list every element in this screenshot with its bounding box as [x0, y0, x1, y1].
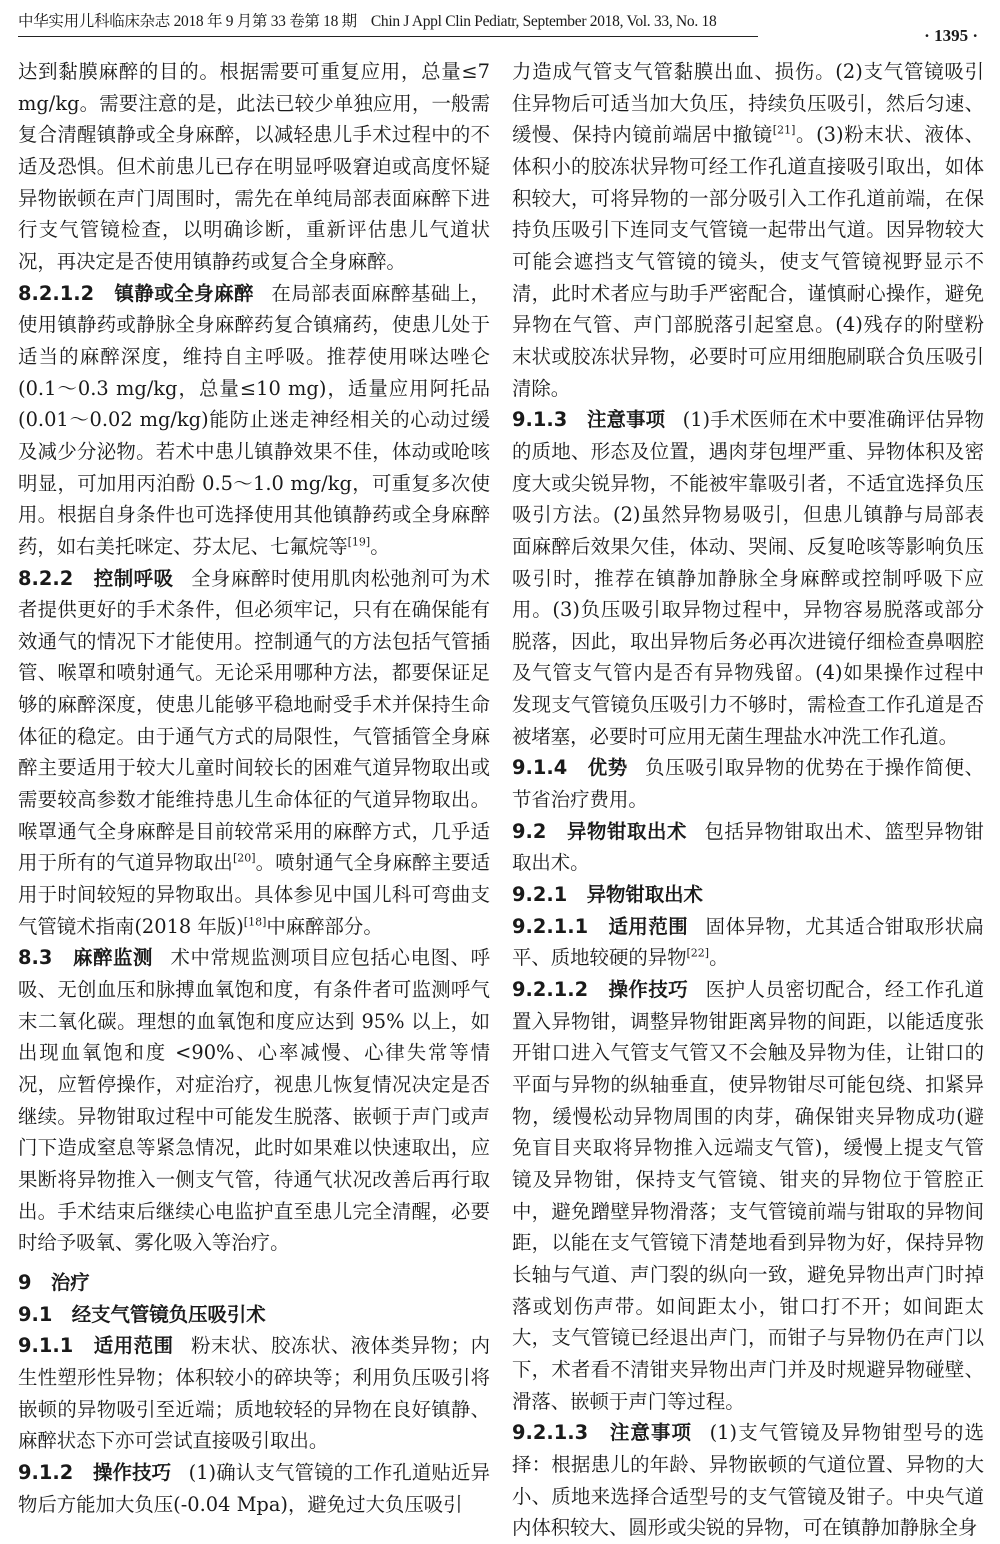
paragraph-text: 中麻醉部分。 — [266, 914, 383, 938]
paragraph — [512, 56, 984, 404]
section-9-2 — [512, 816, 984, 879]
paragraph-text: 负压吸引取异物的优势在于操作简便、节省治疗费用。 — [512, 756, 984, 812]
journal-title-en: Chin J Appl Clin Pediatr, September 2018, Vol. 33, No. 18 — [370, 13, 717, 30]
section-heading: 8.3 麻醉监测 — [18, 946, 154, 970]
paragraph-text: (1)支气管镜及异物钳型号的选择：根据患儿的年龄、异物嵌顿的气道位置、异物的大小、质地来选择合适型号的支气管镜及钳子。中央气道内体积较大、圆形或尖锐的异物，可在镇静加静脉全身 — [512, 1421, 984, 1540]
section-heading: 9.2.1.2 操作技巧 — [512, 978, 689, 1002]
section-heading: 9.1.4 优势 — [512, 756, 628, 780]
paragraph: 达到黏膜麻醉的目的。根据需要可重复应用，总量≤7 mg/kg。需要注意的是，此法已较少单独应用，一般需复合清醒镇静或全身麻醉，以减轻患儿手术过程中的不适及恐惧。但术前患儿已存在明显呼吸窘迫或高度怀疑异物嵌顿在声门周围时，需先在单纯局部表面麻醉下进行支气管镜检查，以明确诊断，重新评估患儿气道状况，再决定是否使用镇静药或复合全身麻醉。 — [18, 60, 490, 273]
paragraph-text: 术中常规监测项目应包括心电图、呼吸、无创血压和脉搏血氧饱和度，有条件者可监测呼气末二氧化碳。理想的血氧饱和度应达到 95% 以上，如出现血氧饱和度 <90%、心率减慢、心律失常等情况，应暂停操作，对症治疗，视患儿恢复情况决定是否继续。异物钳取过程中可能发生脱落、嵌顿于声门或声门下造成窒息等紧急情况，此时如果难以快速取出，应果断将异物推入一侧支气管，待通气状况改善后再行取出。手术结束后继续心电监护直至患儿完全清醒，必要时给予吸氧、雾化吸入等治疗。 — [18, 946, 490, 1255]
paragraph-text: 医护人员密切配合，经工作孔道置入异物钳，调整异物钳距离异物的间距，以能适度张开钳口进入气管支气管又不会触及异物为佳，让钳口的平面与异物的纵轴垂直，使异物钳尽可能包绕、扣紧异物，缓慢松动异物周围的肉芽，确保钳夹异物成功(避免盲目夹取将异物推入远端支气管)，缓慢上提支气管镜及异物钳，保持支气管镜、钳夹的异物位于管腔正中，避免蹭壁异物滑落；支气管镜前端与钳取的异物间距，以能在支气管镜下清楚地看到异物为好，保持异物长轴与气道、声门裂的纵向一致，避免异物出声门时掉落或划伤声带。如间距太小，钳口打不开；如间距太大，支气管镜已经退出声门，而钳子与异物仍在声门以下，术者看不清钳夹异物出声门并及时规避异物碰壁、滑落、嵌顿于声门等过程。 — [512, 978, 984, 1413]
paragraph-text: 粉末状、胶冻状、液体类异物；内生性塑形性异物；体积较小的碎块等；利用负压吸引将嵌顿的异物吸引至近端；质地较轻的异物在良好镇静、麻醉状态下亦可尝试直接吸引取出。 — [18, 1334, 490, 1453]
paragraph-text: 。(3)粉末状、液体、体积小的胶冻状异物可经工作孔道直接吸引取出，如体积较大，可将异物的一部分吸引入工作孔道前端，在保持负压吸引下连同支气管镜一起带出气道。因异物较大可能会遮挡支气管镜的镜头，使支气管镜视野显示不清，此时术者应与助手严密配合，谨慎耐心操作，避免异物在气管、声门部脱落引起窒息。(4)残存的附壁粉末状或胶冻状异物，必要时可应用细胞刷联合负压吸引清除。 — [512, 123, 985, 400]
section-heading: 9.2.1.3 注意事项 — [512, 1421, 693, 1445]
journal-title-cn: 中华实用儿科临床杂志 2018 年 9 月第 33 卷第 18 期 — [18, 13, 357, 30]
paragraph-text: 。 — [709, 946, 729, 970]
paragraph-text: 包括异物钳取出术、篮型异物钳取出术。 — [512, 819, 984, 875]
left-column — [18, 56, 490, 1520]
section-heading: 9.1.2 操作技巧 — [18, 1460, 172, 1484]
section-9-1-2 — [18, 1457, 490, 1520]
paragraph-text: 全身麻醉时使用肌肉松弛剂可为术者提供更好的手术条件，但必须牢记，只有在确保能有效通气的情况下才能使用。控制通气的方法包括气管插管、喉罩和喷射通气。无论采用哪种方法，都要保证足够的麻醉深度，使患儿能够平稳地耐受手术并保持生命体征的稳定。由于通气方式的局限性，气管插管全身麻醉主要适用于较大儿童时间较长的困难气道异物取出或需要较高参数才能维持患儿生命体征的气道异物取出。喉罩通气全身麻醉是目前较常采用的麻醉方式，几乎适用于所有的气道异物取出 — [18, 566, 490, 875]
section-8-3 — [18, 942, 490, 1259]
section-9-1-4 — [512, 752, 984, 815]
section-9-1-1 — [18, 1330, 490, 1457]
section-heading: 9.2.1.1 适用范围 — [512, 914, 689, 938]
page-number: · 1395 · — [924, 26, 978, 45]
citation: [22] — [686, 946, 710, 960]
paragraph-text: 力造成气管支气管黏膜出血、损伤。(2)支气管镜吸引住异物后可适当加大负压，持续负压吸引，然后匀速、缓慢、保持内镜前端居中撤镜 — [512, 60, 984, 147]
citation: [19] — [347, 535, 371, 549]
paragraph-text: 。 — [370, 534, 390, 558]
section-8-2-1-2 — [18, 278, 490, 563]
section-9-2-1-1 — [512, 911, 984, 974]
paragraph-text: (1)手术医师在术中要准确评估异物的质地、形态及位置，遇肉芽包埋严重、异物体积及密度大或尖锐异物，不能被牢靠吸引者，不适宜选择负压吸引方法。(2)虽然异物易吸引，但患儿镇静与局部表面麻醉后效果欠佳，体动、哭闹、反复呛咳等影响负压吸引时，推荐在镇静加静脉全身麻醉或控制呼吸下应用。(3)负压吸引取异物过程中，异物容易脱落或部分脱落，因此，取出异物后务必再次进镜仔细检查鼻咽腔及气管支气管内是否有异物残留。(4)如果操作过程中发现支气管镜负压吸引力不够时，需检查工作孔道是否被堵塞，必要时可应用无菌生理盐水冲洗工作孔道。 — [512, 408, 984, 748]
section-heading: 8.2.2 控制呼吸 — [18, 566, 174, 590]
section-8-2-2 — [18, 563, 490, 943]
paragraph-text: (1)确认支气管镜的工作孔道贴近异物后方能加大负压(-0.04 Mpa)，避免过大负压吸引 — [18, 1460, 490, 1516]
section-9-1-3 — [512, 404, 984, 752]
citation: [20] — [232, 851, 256, 865]
paragraph-text: 。喷射通气全身麻醉主要适用于时间较短的异物取出。具体参见中国儿科可弯曲支气管镜术指南(2018 年版) — [18, 851, 491, 938]
section-heading: 8.2.1.2 镇静或全身麻醉 — [18, 281, 254, 305]
paragraph-text: 固体异物，尤其适合钳取形状扁平、质地较硬的异物 — [512, 914, 984, 970]
section-heading: 9.1.1 适用范围 — [18, 1334, 174, 1358]
section-9-2-1-3 — [512, 1417, 984, 1544]
citation: [18] — [243, 915, 267, 929]
right-column — [512, 56, 984, 1544]
section-heading-9-2-1: 9.2.1 异物钳取出术 — [512, 883, 703, 907]
citation: [21] — [772, 123, 796, 137]
section-heading: 9.2 异物钳取出术 — [512, 819, 688, 843]
section-9-2-1-2 — [512, 974, 984, 1417]
section-heading: 9.1.3 注意事项 — [512, 408, 666, 432]
section-heading-9: 9 治疗 — [18, 1270, 90, 1294]
section-heading-9-1: 9.1 经支气管镜负压吸引术 — [18, 1302, 266, 1326]
running-header — [18, 8, 758, 37]
paragraph-text: 在局部表面麻醉基础上，使用镇静药或静脉全身麻醉药复合镇痛药，使患儿处于适当的麻醉深度，维持自主呼吸。推荐使用咪达唑仑(0.1～0.3 mg/kg，总量≤10 mg)，适量应用阿托品(0.01～0.02 mg/kg)能防止迷走神经相关的心动过缓及减少分泌物。若术中患儿镇静效果不佳，体动或呛咳明显，可加用丙泊酚 0.5～1.0 mg/kg，可重复多次使用。根据自身条件也可选择使用其他镇静药或全身麻醉药，如右美托咪定、芬太尼、七氟烷等 — [18, 281, 490, 558]
